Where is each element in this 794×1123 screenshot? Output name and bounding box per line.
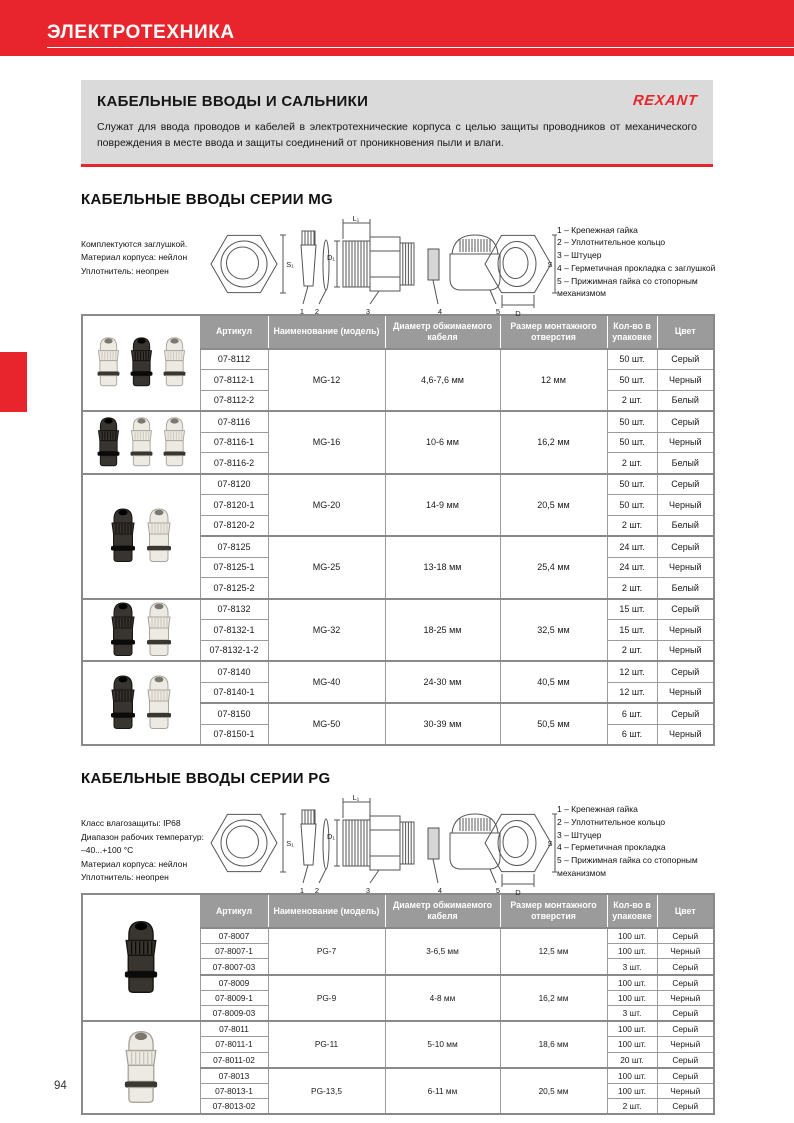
property-line: –40...+100 °С: [81, 845, 134, 856]
column-header: Наименование (модель): [268, 315, 385, 349]
svg-text:L₁: L₁: [352, 793, 360, 803]
qty-cell: 6 шт.: [607, 703, 657, 724]
articul-cell: 07-8132: [200, 599, 268, 620]
qty-cell: 2 шт.: [607, 390, 657, 411]
cable-gland-photo: [142, 507, 176, 565]
articul-cell: 07-8009-1: [200, 990, 268, 1005]
color-cell: Черный: [657, 682, 714, 703]
mounting-hole-cell: 20,5 мм: [500, 1068, 607, 1115]
articul-cell: 07-8140: [200, 661, 268, 682]
cable-gland-photo: [106, 507, 140, 565]
color-cell: Черный: [657, 557, 714, 578]
articul-cell: 07-8007-03: [200, 959, 268, 975]
mounting-hole-cell: 12,5 мм: [500, 928, 607, 975]
qty-cell: 2 шт.: [607, 1099, 657, 1115]
qty-cell: 50 шт.: [607, 370, 657, 391]
property-line: Материал корпуса: нейлон: [81, 858, 188, 869]
parts-legend: [557, 787, 725, 880]
cable-gland-photo: [142, 674, 176, 732]
color-cell: Серый: [657, 536, 714, 557]
articul-cell: 07-8011-1: [200, 1037, 268, 1052]
color-cell: Серый: [657, 474, 714, 495]
cable-diameter-cell: 24-30 мм: [385, 661, 500, 703]
svg-text:1: 1: [299, 306, 305, 316]
svg-text:S₁: S₁: [286, 259, 294, 269]
qty-cell: 50 шт.: [607, 474, 657, 495]
qty-cell: 100 шт.: [607, 1037, 657, 1052]
property-line: Комплектуются заглушкой.: [81, 238, 188, 249]
legend-item: 5 – Прижимная гайка со стопорным механизмом: [557, 855, 698, 878]
articul-cell: 07-8125-1: [200, 557, 268, 578]
model-cell: PG-7: [268, 928, 385, 975]
cable-diameter-cell: 18-25 мм: [385, 599, 500, 662]
model-cell: MG-50: [268, 703, 385, 745]
mounting-hole-cell: 20,5 мм: [500, 474, 607, 537]
svg-text:2: 2: [314, 886, 320, 896]
mounting-hole-cell: 50,5 мм: [500, 703, 607, 745]
mounting-hole-cell: 16,2 мм: [500, 975, 607, 1022]
column-header: Диаметр обжимаемого кабеля: [385, 315, 500, 349]
legend-item: 2 – Уплотнительное кольцо: [557, 816, 666, 827]
color-cell: Серый: [657, 661, 714, 682]
articul-cell: 07-8150: [200, 703, 268, 724]
model-cell: MG-12: [268, 349, 385, 412]
articul-cell: 07-8112-2: [200, 390, 268, 411]
svg-text:5: 5: [495, 306, 501, 316]
cable-gland-photo: [142, 601, 176, 659]
legend-item: 4 – Герметичная прокладка: [557, 842, 666, 853]
color-cell: Серый: [657, 1099, 714, 1115]
cable-diameter-cell: 10-6 мм: [385, 411, 500, 474]
technical-diagram: [207, 208, 557, 318]
qty-cell: 3 шт.: [607, 1005, 657, 1021]
product-photo: [82, 474, 200, 599]
column-header: Артикул: [200, 894, 268, 928]
qty-cell: 3 шт.: [607, 959, 657, 975]
articul-cell: 07-8116-1: [200, 432, 268, 453]
model-cell: MG-32: [268, 599, 385, 662]
articul-cell: 07-8125-2: [200, 578, 268, 599]
cable-diameter-cell: 6-11 мм: [385, 1068, 500, 1115]
diagram-row: [81, 208, 716, 318]
color-cell: Черный: [657, 495, 714, 516]
cable-diameter-cell: 4-8 мм: [385, 975, 500, 1022]
section-title: КАБЕЛЬНЫЕ ВВОДЫ СЕРИИ PG: [81, 770, 331, 788]
page-content: [81, 80, 716, 1115]
articul-cell: 07-8013: [200, 1068, 268, 1084]
section-title: КАБЕЛЬНЫЕ ВВОДЫ СЕРИИ MG: [81, 190, 334, 208]
section-properties: [81, 208, 207, 279]
color-cell: Черный: [657, 1083, 714, 1098]
property-line: Уплотнитель: неопрен: [81, 872, 169, 883]
product-photo: [82, 1021, 200, 1114]
color-cell: Серый: [657, 349, 714, 370]
cable-gland-photo: [118, 1029, 164, 1107]
articul-cell: 07-8011-02: [200, 1052, 268, 1068]
column-header: Диаметр обжимаемого кабеля: [385, 894, 500, 928]
articul-cell: 07-8007: [200, 928, 268, 944]
cable-gland-photo: [159, 336, 190, 389]
articul-cell: 07-8116-2: [200, 453, 268, 474]
legend-item: 3 – Штуцер: [557, 250, 602, 261]
legend-item: 4 – Герметичная прокладка с заглушкой: [557, 262, 716, 273]
articul-cell: 07-8125: [200, 536, 268, 557]
gland-exploded-diagram: [207, 793, 557, 897]
model-cell: PG-11: [268, 1021, 385, 1068]
articul-cell: 07-8112-1: [200, 370, 268, 391]
qty-cell: 24 шт.: [607, 557, 657, 578]
category-title: ЭЛЕКТРОТЕХНИКА: [47, 23, 794, 48]
section-mg: [81, 190, 716, 747]
cable-gland-photo: [159, 416, 190, 469]
color-cell: Серый: [657, 1052, 714, 1068]
svg-text:4: 4: [437, 306, 443, 316]
articul-cell: 07-8120: [200, 474, 268, 495]
color-cell: Белый: [657, 390, 714, 411]
qty-cell: 12 шт.: [607, 682, 657, 703]
svg-text:5: 5: [495, 886, 501, 896]
model-cell: MG-25: [268, 536, 385, 599]
articul-cell: 07-8150-1: [200, 724, 268, 745]
color-cell: Серый: [657, 1021, 714, 1037]
mg-spec-table: [81, 314, 715, 747]
mounting-hole-cell: 25,4 мм: [500, 536, 607, 599]
qty-cell: 2 шт.: [607, 515, 657, 536]
pg-spec-table: [81, 893, 715, 1115]
qty-cell: 24 шт.: [607, 536, 657, 557]
color-cell: Белый: [657, 515, 714, 536]
property-line: Уплотнитель: неопрен: [81, 265, 169, 276]
color-cell: Серый: [657, 975, 714, 991]
intro-description: Служат для ввода проводов и кабелей в электротехнические корпуса с целью защиты проводников от механического повреждения в месте ввода и защиты соединений от проникновения пыли и влаги.: [97, 121, 697, 150]
articul-cell: 07-8013-1: [200, 1083, 268, 1098]
svg-text:2: 2: [314, 306, 320, 316]
articul-cell: 07-8009: [200, 975, 268, 991]
legend-item: 1 – Крепежная гайка: [557, 224, 638, 235]
model-cell: PG-13,5: [268, 1068, 385, 1115]
mounting-hole-cell: 32,5 мм: [500, 599, 607, 662]
product-photo: [82, 894, 200, 1021]
qty-cell: 2 шт.: [607, 578, 657, 599]
mounting-hole-cell: 40,5 мм: [500, 661, 607, 703]
mounting-hole-cell: 18,6 мм: [500, 1021, 607, 1068]
model-cell: MG-16: [268, 411, 385, 474]
model-cell: MG-40: [268, 661, 385, 703]
legend-item: 2 – Уплотнительное кольцо: [557, 237, 666, 248]
legend-item: 1 – Крепежная гайка: [557, 804, 638, 815]
rexant-logo: REXANT: [631, 93, 698, 109]
articul-cell: 07-8120-2: [200, 515, 268, 536]
column-header: Размер монтажного отверстия: [500, 894, 607, 928]
cable-diameter-cell: 14-9 мм: [385, 474, 500, 537]
cable-diameter-cell: 4,6-7,6 мм: [385, 349, 500, 412]
cable-gland-photo: [126, 416, 157, 469]
category-banner: [0, 0, 794, 56]
articul-cell: 07-8120-1: [200, 495, 268, 516]
cable-gland-photo: [93, 416, 124, 469]
color-cell: Белый: [657, 578, 714, 599]
qty-cell: 50 шт.: [607, 432, 657, 453]
section-pg: [81, 770, 713, 1115]
column-header: Наименование (модель): [268, 894, 385, 928]
property-line: Класс влагозащиты: IP68: [81, 818, 181, 829]
svg-text:S₁: S₁: [286, 839, 294, 849]
svg-text:3: 3: [365, 886, 371, 896]
legend-item: 5 – Прижимная гайка со стопорным механизмом: [557, 275, 698, 299]
product-photo: [82, 411, 200, 474]
articul-cell: 07-8007-1: [200, 944, 268, 959]
articul-cell: 07-8132-1: [200, 620, 268, 641]
section-properties: [81, 787, 207, 885]
column-header: Кол-во в упаковке: [607, 315, 657, 349]
qty-cell: 100 шт.: [607, 1083, 657, 1098]
property-line: Диапазон рабочих температур:: [81, 831, 204, 842]
qty-cell: 12 шт.: [607, 661, 657, 682]
cable-gland-photo: [106, 601, 140, 659]
qty-cell: 100 шт.: [607, 944, 657, 959]
svg-text:4: 4: [437, 886, 443, 896]
qty-cell: 20 шт.: [607, 1052, 657, 1068]
legend-item: 3 – Штуцер: [557, 829, 602, 840]
color-cell: Черный: [657, 370, 714, 391]
articul-cell: 07-8011: [200, 1021, 268, 1037]
svg-text:L₁: L₁: [352, 213, 360, 223]
svg-text:S: S: [547, 259, 553, 269]
color-cell: Серый: [657, 411, 714, 432]
articul-cell: 07-8013-02: [200, 1099, 268, 1115]
qty-cell: 100 шт.: [607, 1021, 657, 1037]
svg-text:D: D: [515, 888, 521, 898]
cable-diameter-cell: 30-39 мм: [385, 703, 500, 745]
svg-text:D₁: D₁: [327, 832, 335, 842]
qty-cell: 100 шт.: [607, 990, 657, 1005]
color-cell: Черный: [657, 724, 714, 745]
articul-cell: 07-8112: [200, 349, 268, 370]
mounting-hole-cell: 16,2 мм: [500, 411, 607, 474]
cable-diameter-cell: 5-10 мм: [385, 1021, 500, 1068]
color-cell: Серый: [657, 1005, 714, 1021]
model-cell: MG-20: [268, 474, 385, 537]
product-photo: [82, 315, 200, 412]
qty-cell: 100 шт.: [607, 928, 657, 944]
qty-cell: 2 шт.: [607, 453, 657, 474]
diagram-row: [81, 787, 713, 898]
model-cell: PG-9: [268, 975, 385, 1022]
cable-gland-photo: [106, 674, 140, 732]
qty-cell: 50 шт.: [607, 349, 657, 370]
cable-gland-photo: [93, 336, 124, 389]
qty-cell: 2 шт.: [607, 640, 657, 661]
color-cell: Серый: [657, 1068, 714, 1084]
column-header: Цвет: [657, 315, 714, 349]
qty-cell: 50 шт.: [607, 411, 657, 432]
articul-cell: 07-8009-03: [200, 1005, 268, 1021]
qty-cell: 15 шт.: [607, 620, 657, 641]
mounting-hole-cell: 12 мм: [500, 349, 607, 412]
intro-title: КАБЕЛЬНЫЕ ВВОДЫ И САЛЬНИКИ: [97, 93, 369, 110]
page-number: 94: [54, 1080, 67, 1092]
color-cell: Черный: [657, 990, 714, 1005]
parts-legend: [557, 208, 725, 301]
color-cell: Серый: [657, 599, 714, 620]
svg-text:D: D: [515, 308, 521, 318]
svg-text:1: 1: [299, 886, 305, 896]
product-photo: [82, 599, 200, 662]
svg-text:S: S: [547, 839, 553, 849]
color-cell: Белый: [657, 453, 714, 474]
color-cell: Серый: [657, 928, 714, 944]
intro-box: [81, 80, 713, 167]
articul-cell: 07-8140-1: [200, 682, 268, 703]
cable-gland-photo: [126, 336, 157, 389]
product-photo: [82, 661, 200, 745]
articul-cell: 07-8116: [200, 411, 268, 432]
side-tab-marker: [0, 352, 27, 412]
svg-text:D₁: D₁: [327, 252, 335, 262]
column-header: Размер монтажного отверстия: [500, 315, 607, 349]
property-line: Материал корпуса: нейлон: [81, 252, 188, 263]
svg-text:3: 3: [365, 306, 371, 316]
cable-diameter-cell: 13-18 мм: [385, 536, 500, 599]
qty-cell: 100 шт.: [607, 975, 657, 991]
technical-diagram: [207, 787, 557, 897]
gland-exploded-diagram: [207, 214, 557, 318]
column-header: Артикул: [200, 315, 268, 349]
color-cell: Черный: [657, 944, 714, 959]
column-header: Кол-во в упаковке: [607, 894, 657, 928]
color-cell: Черный: [657, 1037, 714, 1052]
color-cell: Серый: [657, 703, 714, 724]
qty-cell: 15 шт.: [607, 599, 657, 620]
cable-diameter-cell: 3-6,5 мм: [385, 928, 500, 975]
color-cell: Серый: [657, 959, 714, 975]
qty-cell: 100 шт.: [607, 1068, 657, 1084]
color-cell: Черный: [657, 432, 714, 453]
column-header: Цвет: [657, 894, 714, 928]
color-cell: Черный: [657, 640, 714, 661]
articul-cell: 07-8132-1-2: [200, 640, 268, 661]
qty-cell: 6 шт.: [607, 724, 657, 745]
qty-cell: 50 шт.: [607, 495, 657, 516]
color-cell: Черный: [657, 620, 714, 641]
cable-gland-photo: [118, 919, 164, 997]
